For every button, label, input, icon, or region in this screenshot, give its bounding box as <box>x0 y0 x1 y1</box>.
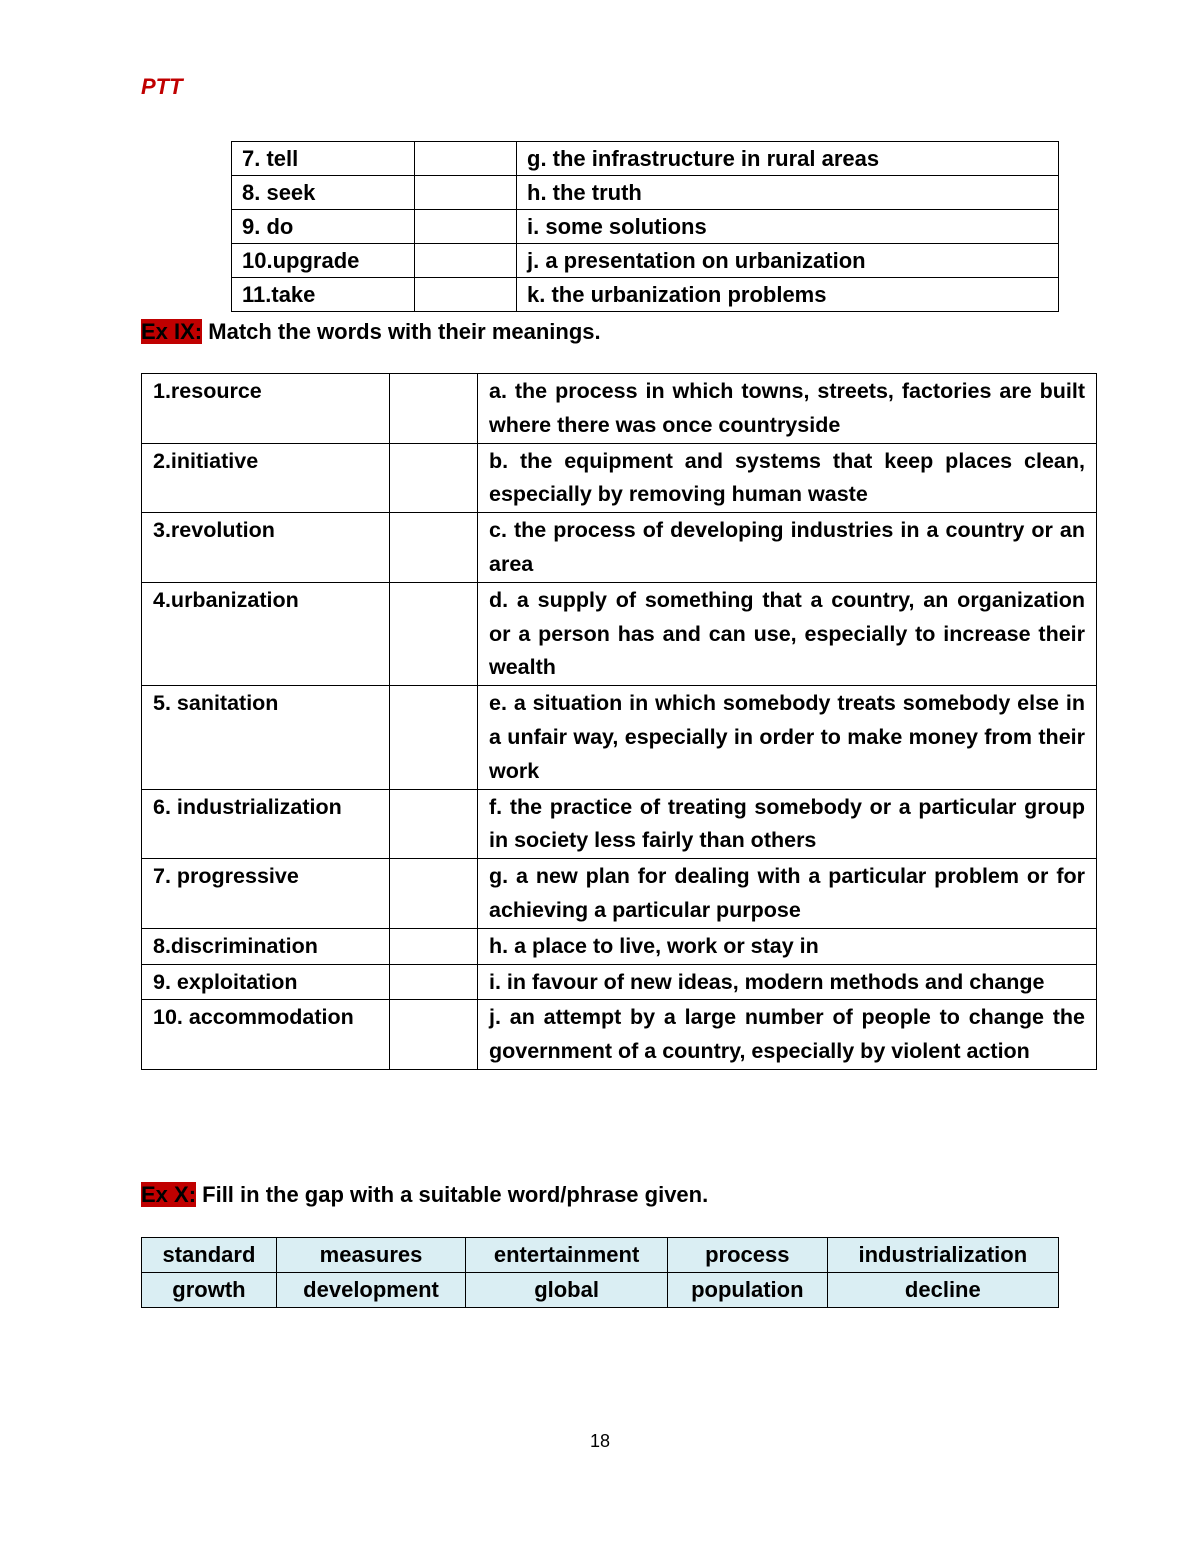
word-cell: 10.upgrade <box>232 244 415 278</box>
word-cell: 11.take <box>232 278 415 312</box>
collocation-table <box>231 141 1059 312</box>
table-row <box>142 859 1097 929</box>
word-cell: 7. progressive <box>142 859 390 929</box>
exercise-10-instruction: Fill in the gap with a suitable word/phrase given. <box>196 1182 709 1207</box>
word-box-cell: development <box>276 1273 465 1308</box>
answer-cell <box>415 176 517 210</box>
meaning-cell: e. a situation in which somebody treats somebody else in a unfair way, especially in order to make money from their work <box>478 686 1097 789</box>
page-number: 18 <box>589 1431 611 1451</box>
answer-cell <box>390 859 478 929</box>
answer-cell <box>415 210 517 244</box>
table-row <box>142 1273 1059 1308</box>
word-box-cell: decline <box>827 1273 1058 1308</box>
word-cell: 7. tell <box>232 142 415 176</box>
answer-cell <box>390 686 478 789</box>
answer-cell <box>390 789 478 859</box>
answer-cell <box>390 582 478 685</box>
phrase-cell: j. a presentation on urbanization <box>517 244 1059 278</box>
word-cell: 8. seek <box>232 176 415 210</box>
header-label: PTT <box>141 74 183 99</box>
word-box-cell: industrialization <box>827 1238 1058 1273</box>
answer-cell <box>415 244 517 278</box>
table-row <box>142 374 1097 444</box>
phrase-cell: g. the infrastructure in rural areas <box>517 142 1059 176</box>
exercise-9-title <box>141 318 601 346</box>
word-cell: 9. exploitation <box>142 964 390 1000</box>
meaning-cell: c. the process of developing industries in a country or an area <box>478 513 1097 583</box>
exercise-9-tag: Ex IX: <box>141 319 203 344</box>
table-row <box>142 1238 1059 1273</box>
word-cell: 9. do <box>232 210 415 244</box>
table-row <box>142 789 1097 859</box>
table-row <box>232 142 1059 176</box>
meaning-cell: b. the equipment and systems that keep places clean, especially by removing human waste <box>478 443 1097 513</box>
word-cell: 4.urbanization <box>142 582 390 685</box>
exercise-10-title <box>141 1181 708 1209</box>
answer-cell <box>390 1000 478 1070</box>
word-cell: 10. accommodation <box>142 1000 390 1070</box>
table-row <box>232 210 1059 244</box>
meaning-cell: i. in favour of new ideas, modern methods and change <box>478 964 1097 1000</box>
table-row <box>142 928 1097 964</box>
word-cell: 3.revolution <box>142 513 390 583</box>
word-cell: 6. industrialization <box>142 789 390 859</box>
table-row <box>142 443 1097 513</box>
word-cell: 8.discrimination <box>142 928 390 964</box>
word-box-cell: process <box>667 1238 827 1273</box>
exercise-10-tag: Ex X: <box>141 1182 197 1207</box>
answer-cell <box>415 142 517 176</box>
answer-cell <box>390 374 478 444</box>
table-row <box>232 176 1059 210</box>
matching-table <box>141 373 1097 1070</box>
table-row <box>142 686 1097 789</box>
word-box-cell: growth <box>142 1273 277 1308</box>
meaning-cell: h. a place to live, work or stay in <box>478 928 1097 964</box>
meaning-cell: g. a new plan for dealing with a particular problem or for achieving a particular purpose <box>478 859 1097 929</box>
answer-cell <box>390 513 478 583</box>
answer-cell <box>415 278 517 312</box>
word-cell: 5. sanitation <box>142 686 390 789</box>
phrase-cell: i. some solutions <box>517 210 1059 244</box>
table-row <box>142 964 1097 1000</box>
table-row <box>142 1000 1097 1070</box>
word-box-cell: standard <box>142 1238 277 1273</box>
exercise-9-instruction: Match the words with their meanings. <box>202 319 601 344</box>
word-box-cell: global <box>466 1273 668 1308</box>
word-cell: 2.initiative <box>142 443 390 513</box>
answer-cell <box>390 928 478 964</box>
table-row <box>142 582 1097 685</box>
table-row <box>232 278 1059 312</box>
table-row <box>142 513 1097 583</box>
table-row <box>232 244 1059 278</box>
meaning-cell: j. an attempt by a large number of people to change the government of a country, especially by violent action <box>478 1000 1097 1070</box>
meaning-cell: d. a supply of something that a country, an organization or a person has and can use, especially to increase their wealth <box>478 582 1097 685</box>
word-box-cell: entertainment <box>466 1238 668 1273</box>
word-box-cell: population <box>667 1273 827 1308</box>
phrase-cell: k. the urbanization problems <box>517 278 1059 312</box>
phrase-cell: h. the truth <box>517 176 1059 210</box>
answer-cell <box>390 443 478 513</box>
word-box-cell: measures <box>276 1238 465 1273</box>
meaning-cell: a. the process in which towns, streets, factories are built where there was once countryside <box>478 374 1097 444</box>
answer-cell <box>390 964 478 1000</box>
word-cell: 1.resource <box>142 374 390 444</box>
word-box-table <box>141 1237 1059 1308</box>
meaning-cell: f. the practice of treating somebody or a particular group in society less fairly than others <box>478 789 1097 859</box>
